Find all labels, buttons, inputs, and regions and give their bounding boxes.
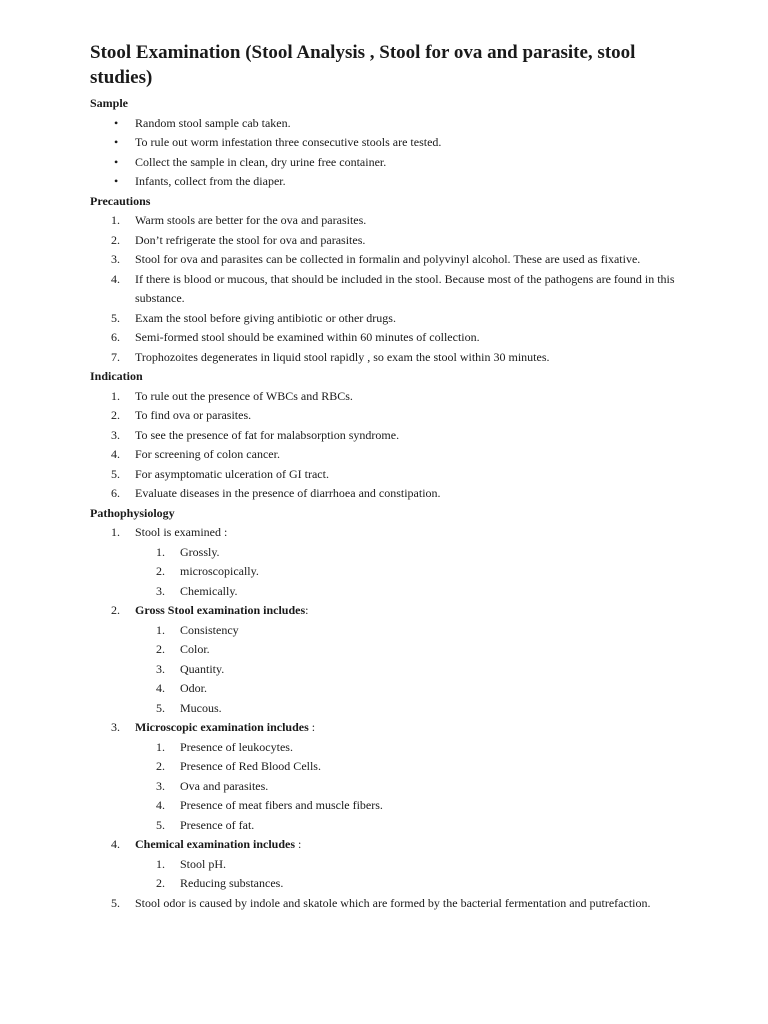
list-item-text: Odor. (180, 681, 207, 695)
list-item-text: Stool is examined : (135, 525, 228, 539)
list-number: 1. (111, 213, 120, 227)
list-number: 1. (111, 388, 120, 403)
list-item (90, 328, 690, 348)
list-item (90, 894, 690, 914)
list-item (90, 835, 690, 894)
list-number: 5. (111, 466, 120, 481)
list-item (90, 406, 690, 426)
list-number: 2. (156, 876, 165, 890)
list-item-text: Presence of Red Blood Cells. (180, 759, 321, 773)
list-item (90, 211, 690, 231)
list-number: 2. (111, 603, 120, 617)
list-number: 5. (111, 310, 120, 325)
list-item-text: microscopically. (180, 564, 259, 578)
list-number: 2. (156, 759, 165, 773)
list-number: 4. (111, 447, 120, 461)
list-item (90, 231, 690, 251)
section-heading-sample: Sample (90, 96, 129, 110)
list-number: 2. (156, 642, 165, 656)
sublist-item (135, 679, 690, 699)
sublist-item (135, 660, 690, 680)
list-number: 3. (156, 583, 165, 598)
list-number: 1. (156, 856, 165, 871)
list-item-text: Presence of meat fibers and muscle fibers. (180, 798, 383, 812)
sublist-item (135, 582, 690, 602)
list-number: 1. (111, 525, 120, 539)
list-item (90, 465, 690, 485)
sublist (135, 855, 690, 894)
list-item-text: Chemically. (180, 583, 238, 598)
list-number: 2. (111, 408, 120, 422)
sublist-item (135, 543, 690, 563)
list-item (90, 250, 690, 270)
list-item-text: : (308, 720, 316, 734)
list-number: 3. (111, 252, 120, 266)
list-number: 1. (156, 739, 165, 754)
sublist (135, 621, 690, 719)
list-item: • Infants, collect from the diaper. (90, 172, 690, 192)
list-number: 2. (156, 564, 165, 578)
list-item-bold-lead: Microscopic examination includes (135, 720, 309, 734)
list-item-text: To see the presence of fat for malabsorption syndrome. (135, 427, 400, 442)
list-item: • Collect the sample in clean, dry urine free container. (90, 153, 690, 173)
sublist-item (135, 855, 690, 875)
list-item: • To rule out worm infestation three consecutive stools are tested. (90, 133, 690, 153)
list-number: 3. (111, 427, 120, 442)
list-number: 4. (156, 681, 165, 695)
list-item-text: Quantity. (180, 661, 225, 676)
list-item (90, 309, 690, 329)
list-number: 2. (111, 232, 120, 247)
list-item-text: Trophozoites degenerates in liquid stool rapidly , so exam the stool within 30 minutes. (135, 349, 550, 364)
precautions-list (90, 211, 690, 367)
list-item (90, 387, 690, 407)
sublist (135, 738, 690, 836)
list-item (90, 445, 690, 465)
list-number: 3. (156, 661, 165, 676)
sublist-item (135, 816, 690, 836)
section-heading-indication: Indication (90, 369, 143, 383)
list-number: 6. (111, 330, 120, 344)
sublist-item (135, 757, 690, 777)
list-item (90, 484, 690, 504)
sublist-item (135, 621, 690, 641)
document-page (90, 40, 690, 913)
list-item-text: For asymptomatic ulceration of GI tract. (135, 466, 329, 481)
list-item (90, 426, 690, 446)
sublist (135, 543, 690, 602)
list-item-text: Presence of fat. (180, 817, 255, 832)
list-number: 3. (156, 778, 165, 793)
sublist-item (135, 738, 690, 758)
list-item-text: Color. (180, 642, 210, 656)
list-item (90, 270, 690, 309)
indication-list (90, 387, 690, 504)
list-number: 4. (156, 798, 165, 812)
list-item (90, 523, 690, 601)
list-number: 3. (111, 720, 120, 734)
list-item-text: To find ova or parasites. (135, 408, 252, 422)
list-item-text: Stool odor is caused by indole and skatole which are formed by the bacterial fermentation and putrefaction. (135, 895, 651, 910)
list-item-text: To rule out the presence of WBCs and RBCs. (135, 388, 353, 403)
list-item-text: : (295, 837, 302, 851)
list-item-text: Presence of leukocytes. (180, 739, 293, 754)
list-item-text: Stool pH. (180, 856, 227, 871)
list-number: 5. (156, 700, 165, 715)
list-item-text: Don’t refrigerate the stool for ova and parasites. (135, 232, 366, 247)
list-number: 5. (156, 817, 165, 832)
list-item-text: Evaluate diseases in the presence of diarrhoea and constipation. (135, 486, 441, 500)
list-item: • Random stool sample cab taken. (90, 114, 690, 134)
list-number: 4. (111, 271, 120, 286)
list-item (90, 601, 690, 718)
list-item-text: Ova and parasites. (180, 778, 269, 793)
list-item (90, 718, 690, 835)
list-item-text: If there is blood or mucous, that should be included in the stool. Because most of the pathogens are found in this substance. (135, 271, 675, 305)
sublist-item (135, 562, 690, 582)
list-item-text: Consistency (180, 622, 239, 637)
list-item-text: Reducing substances. (180, 876, 284, 890)
section-heading-pathophysiology: Pathophysiology (90, 505, 175, 520)
list-number: 4. (111, 837, 120, 851)
sublist-item (135, 699, 690, 719)
list-item-text: Warm stools are better for the ova and parasites. (135, 213, 367, 227)
list-number: 6. (111, 486, 120, 500)
sublist-item (135, 777, 690, 797)
list-number: 7. (111, 349, 120, 364)
list-item-bold-lead: Chemical examination includes (135, 837, 296, 851)
page-title: Stool Examination (Stool Analysis , Stool for ova and parasite, stool studies) (90, 42, 636, 88)
list-number: 5. (111, 895, 120, 910)
list-item-text: Semi-formed stool should be examined within 60 minutes of collection. (135, 330, 480, 344)
sublist-item (135, 640, 690, 660)
list-number: 1. (156, 544, 165, 559)
list-item-text: Grossly. (180, 544, 220, 559)
list-number: 1. (156, 622, 165, 637)
list-item-bold-lead: Gross Stool examination includes (135, 603, 306, 617)
list-item-text: Exam the stool before giving antibiotic or other drugs. (135, 310, 396, 325)
pathophysiology-list (90, 523, 690, 913)
list-item-text: : (305, 603, 309, 617)
sublist-item (135, 796, 690, 816)
sublist-item (135, 874, 690, 894)
list-item-text: For screening of colon cancer. (135, 447, 280, 461)
sample-list (90, 114, 690, 192)
list-item-text: Mucous. (180, 700, 222, 715)
list-item (90, 348, 690, 368)
section-heading-precautions: Precautions (90, 193, 151, 208)
list-item-text: Stool for ova and parasites can be collected in formalin and polyvinyl alcohol. These are used as fixative. (135, 252, 641, 266)
